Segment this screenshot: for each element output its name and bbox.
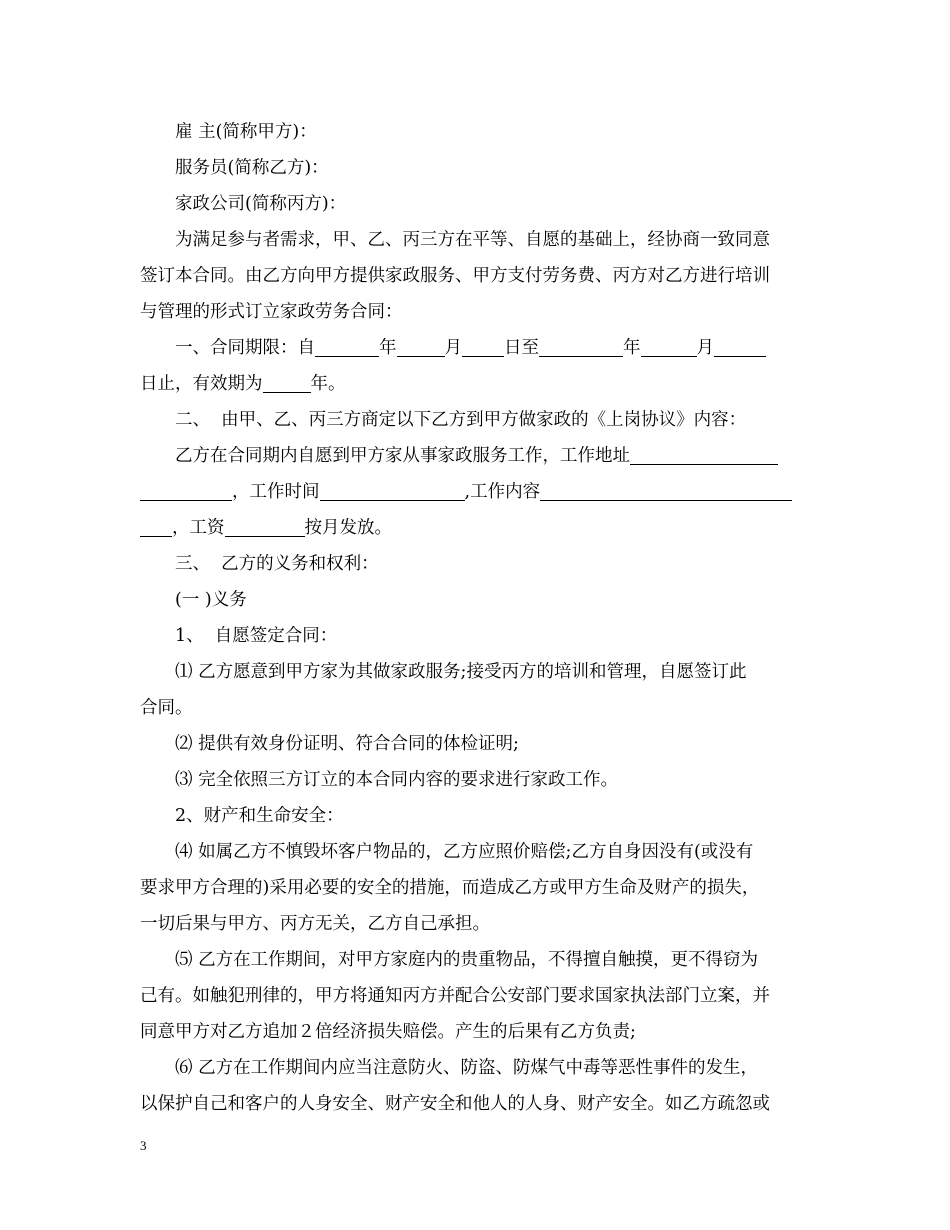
work-address-label: 乙方在合同期内自愿到甲方家从事家政服务工作，工作地址: [175, 446, 630, 466]
end-month-label: 月: [696, 338, 714, 358]
work-time-label: ，工作时间: [232, 482, 320, 502]
agency-line: 家政公司(简称丙方)：: [175, 194, 347, 214]
item-1-line-2: 合同。: [140, 698, 193, 718]
end-year-blank: [539, 334, 623, 357]
item-5-line-2: 己有。如触犯刑律的，甲方将通知丙方并配合公安部门要求国家执法部门立案，并: [140, 986, 770, 1006]
section-three-heading: 三、 乙方的义务和权利：: [175, 554, 379, 574]
validity-year-label: 年。: [310, 374, 346, 394]
employer-line: 雇 主(简称甲方)：: [175, 122, 317, 142]
end-day-blank: [714, 334, 766, 357]
work-address-blank-continued: [140, 478, 232, 501]
wage-label: ，工资: [172, 518, 225, 538]
work-address-blank: [630, 442, 778, 465]
start-day-blank: [462, 334, 504, 357]
item-2-line: ⑵ 提供有效身份证明、符合合同的体检证明;: [175, 734, 519, 754]
end-month-blank: [641, 334, 697, 357]
wage-payment-label: 按月发放。: [304, 518, 392, 538]
item-3-line: ⑶ 完全依照三方订立的本合同内容的要求进行家政工作。: [175, 770, 619, 790]
wage-blank: [225, 514, 305, 537]
item-6-line-1: ⑹ 乙方在工作期间内应当注意防火、防盗、防煤气中毒等恶性事件的发生，: [175, 1058, 759, 1078]
validity-years-blank: [263, 370, 311, 393]
intro-paragraph-line-2: 签订本合同。由乙方向甲方提供家政服务、甲方支付劳务费、丙方对乙方进行培训: [140, 266, 770, 286]
start-month-blank: [397, 334, 445, 357]
item-4-line-1: ⑷ 如属乙方不慎毁坏客户物品的，乙方应照价赔偿;乙方自身因没有(或没有: [175, 842, 754, 862]
year-label: 年: [379, 338, 397, 358]
validity-label: 日止，有效期为: [140, 374, 263, 394]
clause-2-heading: 2、财产和生命安全：: [175, 806, 344, 826]
section-two-heading: 二、 由甲、乙、丙三方商定以下乙方到甲方做家政的《上岗协议》内容：: [175, 410, 747, 430]
item-4-line-3: 一切后果与甲方、丙方无关，乙方自己承担。: [140, 914, 490, 934]
term-label: 一、合同期限：自: [175, 338, 315, 358]
intro-paragraph-line-1: 为满足参与者需求，甲、乙、丙三方在平等、自愿的基础上，经协商一致同意: [175, 230, 770, 250]
start-year-blank: [315, 334, 379, 357]
work-content-blank-continued: [140, 514, 172, 537]
duties-subheading: (一 )义务: [175, 590, 247, 610]
day-to-label: 日至: [504, 338, 539, 358]
servant-line: 服务员(简称乙方)：: [175, 158, 329, 178]
end-year-label: 年: [623, 338, 641, 358]
item-1-line-1: ⑴ 乙方愿意到甲方家为其做家政服务;接受丙方的培训和管理，自愿签订此: [175, 662, 747, 682]
contract-body: [140, 114, 812, 1122]
item-5-line-3: 同意甲方对乙方追加２倍经济损失赔偿。产生的后果有乙方负责;: [140, 1022, 636, 1042]
work-time-line: [140, 474, 812, 510]
item-4-line-2: 要求甲方合理的)采用必要的安全的措施，而造成乙方或甲方生命及财产的损失，: [140, 878, 760, 898]
work-content-label: ,工作内容: [464, 482, 541, 502]
clause-1-heading: 1、 自愿签定合同：: [175, 626, 338, 646]
term-line-1: [140, 330, 812, 366]
intro-paragraph-line-3: 与管理的形式订立家政劳务合同：: [140, 302, 403, 322]
work-content-blank: [540, 478, 792, 501]
item-5-line-1: ⑸ 乙方在工作期间，对甲方家庭内的贵重物品，不得擅自触摸，更不得窃为: [175, 950, 759, 970]
work-time-blank: [320, 478, 465, 501]
month-label: 月: [444, 338, 462, 358]
page-number: 3: [140, 1138, 147, 1153]
wage-line: [140, 510, 812, 546]
item-6-line-2: 以保护自己和客户的人身安全、财产安全和他人的人身、财产安全。如乙方疏忽或: [140, 1094, 770, 1114]
term-line-2: [140, 366, 812, 402]
work-address-line: [140, 438, 812, 474]
